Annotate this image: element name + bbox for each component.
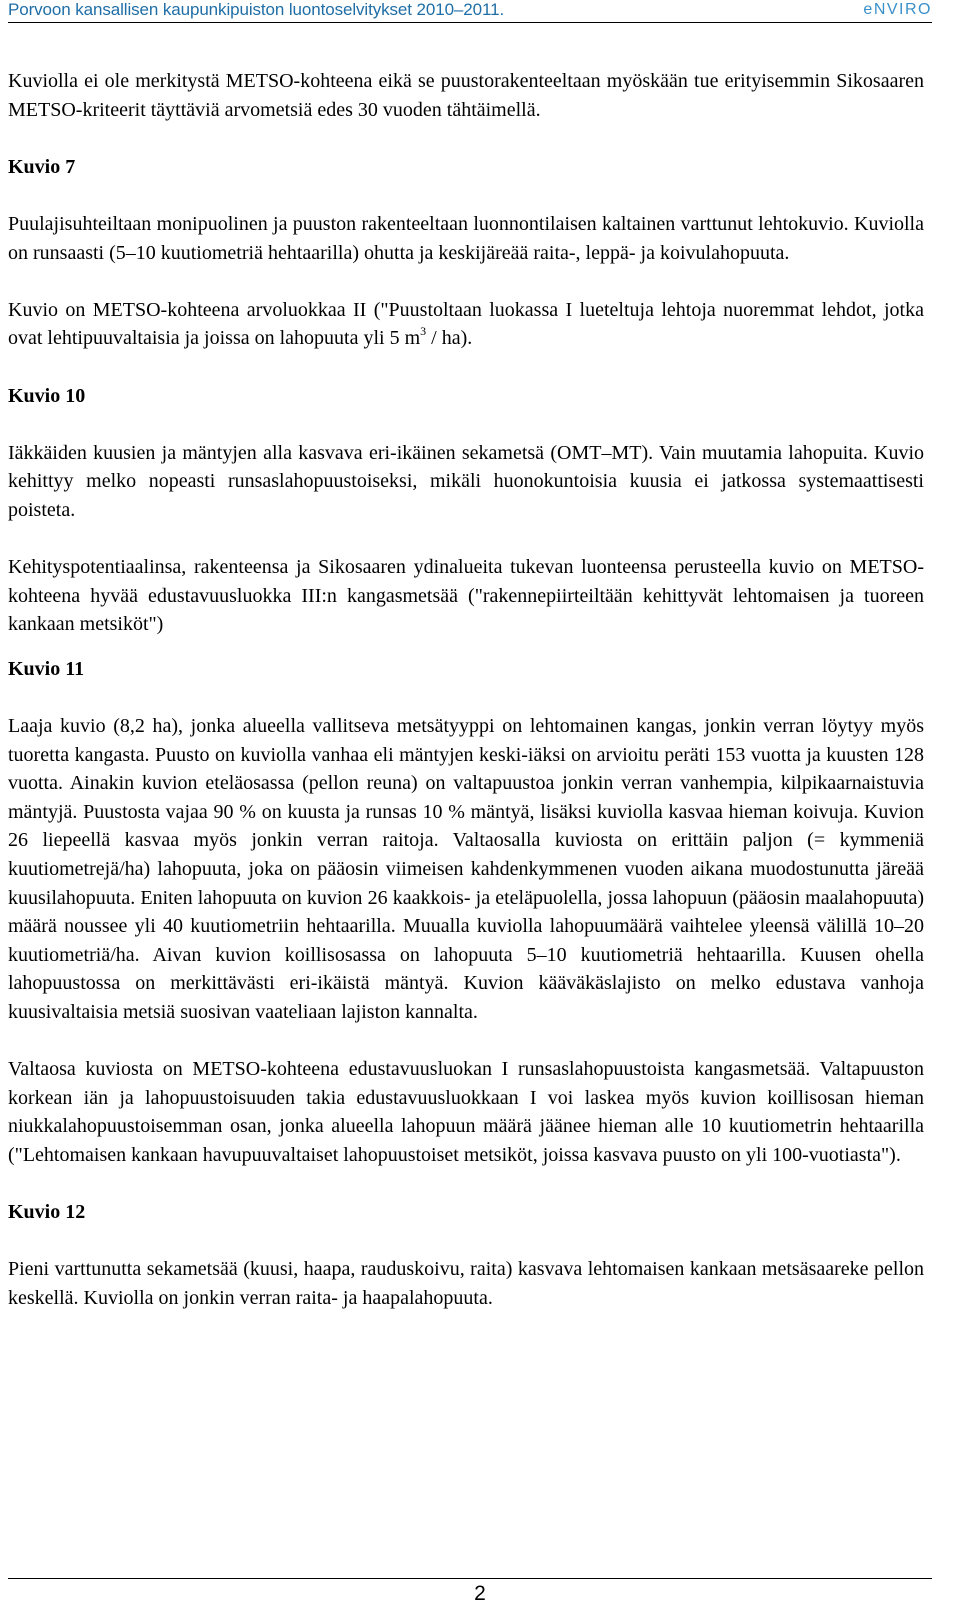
paragraph-kuvio-10-description: Iäkkäiden kuusien ja mäntyjen alla kasvava eri-ikäinen sekametsä (OMT–MT). Vain muutamia lahopuita. Kuvio kehittyy melko nopeasti runsaslahopuustoiseksi, mikäli huonokuntoisia kuusia ei jatkossa systemaattisesti poisteta. xyxy=(8,441,924,521)
page-number: 2 xyxy=(474,1582,486,1605)
paragraph-kuvio-7-metso-text: Kuvio on METSO-kohteena arvoluokkaa II ("Puustoltaan luokassa I lueteltuja lehtoja nuoremmat lehdot, jotka ovat lehtipuuvaltaisia ja joissa on lahopuuta yli 5 m xyxy=(8,298,924,350)
paragraph-kuvio-7-metso xyxy=(8,296,924,353)
heading-kuvio-11: Kuvio 11 xyxy=(8,657,85,680)
paragraph-kuvio-11-description: Laaja kuvio (8,2 ha), jonka alueella vallitseva metsätyyppi on lehtomainen kangas, jonkin verran löytyy myös tuoretta kangasta. Puusto on kuviolla vanhaa eli mäntyjen keski-iäksi on arvioitu peräti 153 vuotta ja kuusten 128 vuotta. Ainakin kuvion eteläosassa (pellon reuna) on valtapuustoa jonkin verran vanhempia, kilpikaarnaistuvia mäntyjä. Puustosta vajaa 90 % on kuusta ja runsas 10 % mäntyä, lisäksi kuviolla kasvaa hieman koivuja. Kuvion 26 liepeellä kasvaa myös jonkin verran raitoja. Valtaosalla kuviosta on erittäin paljon (= kymmeniä kuutiometrejä/ha) lahopuuta, joka on pääosin viimeisen kahdenkymmenen vuoden aikana muodostunutta järeää kuusilahopuuta. Eniten lahopuuta on kuvion 26 kaakkois- ja eteläpuolella, jossa lahopuun (pääosin maalahopuuta) määrä noussee yli 40 kuutiometriin hehtaarilla. Muualla kuviolla lahopuumäärä vaihtelee yleensä välillä 10–20 kuutiometriä/ha. Aivan kuvion koillisosassa on lahopuuta 5–10 kuutiometriä hehtaarilla. Kuusen ohella lahopuustossa on merkittävästi eri-ikäistä mäntyä. Kuvion kääväkäslajisto on melko edustava vanhoja kuusivaltaisia metsiä suosivan vaateliaan lajiston kannalta. xyxy=(8,715,924,1023)
document-body xyxy=(8,67,924,1313)
heading-kuvio-12: Kuvio 12 xyxy=(8,1201,86,1224)
paragraph-kuvio-6-summary: Kuviolla ei ole merkitystä METSO-kohteena eikä se puustorakenteeltaan myöskään tue erityisemmin Sikosaaren METSO-kriteerit täyttäviä arvometsiä edes 30 vuoden tähtäimellä. xyxy=(8,70,924,121)
footer-divider xyxy=(8,1578,932,1579)
heading-kuvio-10: Kuvio 10 xyxy=(8,384,86,407)
paragraph-kuvio-10-metso: Kehityspotentiaalinsa, rakenteensa ja Sikosaaren ydinalueita tukevan luonteensa perusteella kuvio on METSO-kohteena hyvää edustavuusluokka III:n kangasmetsää ("rakennepiirteiltään kehittyvät lehtomaisen ja tuoreen kankaan metsiköt") xyxy=(8,556,924,636)
enviro-logo: eNVIRO xyxy=(863,1,932,18)
page-header xyxy=(8,0,932,23)
paragraph-kuvio-12-description: Pieni varttunutta sekametsää (kuusi, haapa, rauduskoivu, raita) kasvava lehtomaisen kankaan metsäsaareke pellon keskellä. Kuviolla on jonkin verran raita- ja haapalahopuuta. xyxy=(8,1258,924,1309)
header-title: Porvoon kansallisen kaupunkipuiston luontoselvitykset 2010–2011. xyxy=(8,0,505,19)
paragraph-kuvio-7-description: Puulajisuhteiltaan monipuolinen ja puuston rakenteeltaan luonnontilaisen kaltainen varttunut lehtokuvio. Kuviolla on runsaasti (5–10 kuutiometriä hehtaarilla) ohutta ja keskijäreää raita-, leppä- ja koivulahopuuta. xyxy=(8,212,924,264)
paragraph-kuvio-7-metso-tail: / ha). xyxy=(426,327,473,350)
superscript-cube: 3 xyxy=(420,324,427,339)
heading-kuvio-7: Kuvio 7 xyxy=(8,155,76,178)
paragraph-kuvio-11-metso: Valtaosa kuviosta on METSO-kohteena edustavuusluokan I runsaslahopuustoista kangasmetsää. Valtapuuston korkean iän ja lahopuustoisuuden takia edustavuusluokkaan I voi laskea myös kuvion koillisosan hieman niukkalahopuustoisemman osan, jonka alueella lahopuun määrä jäänee hieman alle 10 kuutiometrin hehtaarilla ("Lehtomaisen kankaan havupuuvaltaiset lahopuustoiset metsiköt, joissa kasvava puusto on yli 100-vuotiasta"). xyxy=(8,1058,924,1166)
